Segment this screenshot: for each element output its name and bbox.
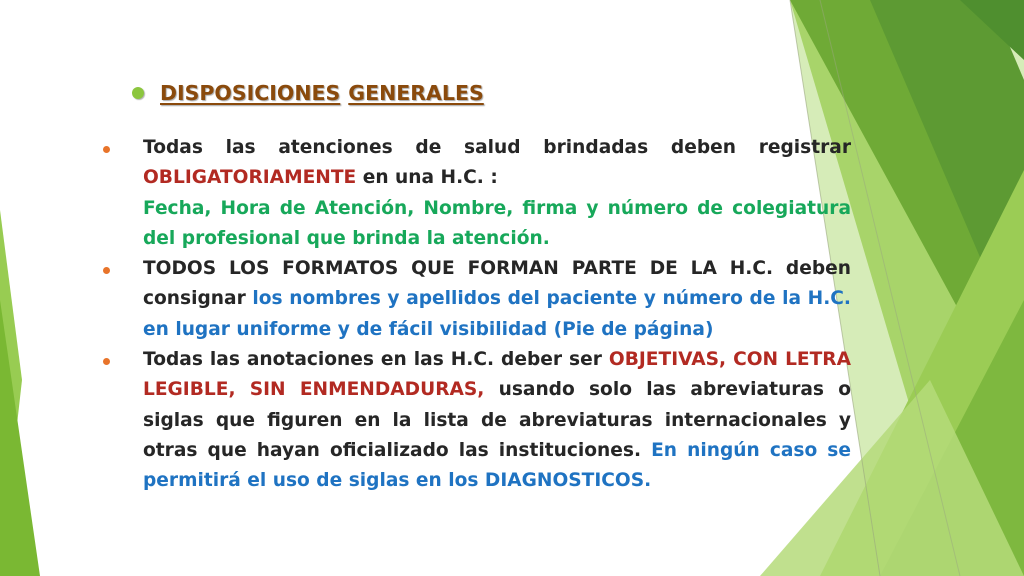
list-item [98,133,851,254]
item-2-text: TODOS LOS FORMATOS QUE FORMAN PARTE DE LA H.C. deben consignar los nombres y apellidos del paciente y número de la H.C. en lugar uniforme y de fácil visibilidad (Pie de página) [143,258,851,340]
bullet-list [98,133,851,497]
bullet-icon [103,146,110,153]
title-word-2: GENERALES [348,81,484,105]
list-item [98,345,851,496]
title-bullet-icon [132,87,144,99]
bullet-icon [103,358,110,365]
list-item [98,254,851,345]
item-3-text: Todas las anotaciones en las H.C. deber ser OBJETIVAS, CON LETRA LEGIBLE, SIN ENMENDADURAS, usando solo las abreviaturas o siglas que figuren en la lista de abreviaturas internacionales y otras que hayan oficializado las instituciones. En ningún caso se permitirá el uso de siglas en los DIAGNOSTICOS. [143,349,852,492]
item-1-subtext: Fecha, Hora de Atención, Nombre, firma y número de colegiatura del profesional que brinda la atención. [143,197,851,249]
item-1-text: Todas las atenciones de salud brindadas deben registrar OBLIGATORIAMENTE en una H.C. : [143,137,851,189]
slide-title [132,78,484,108]
title-word-1: DISPOSICIONES [160,81,341,105]
bullet-icon [103,267,110,274]
